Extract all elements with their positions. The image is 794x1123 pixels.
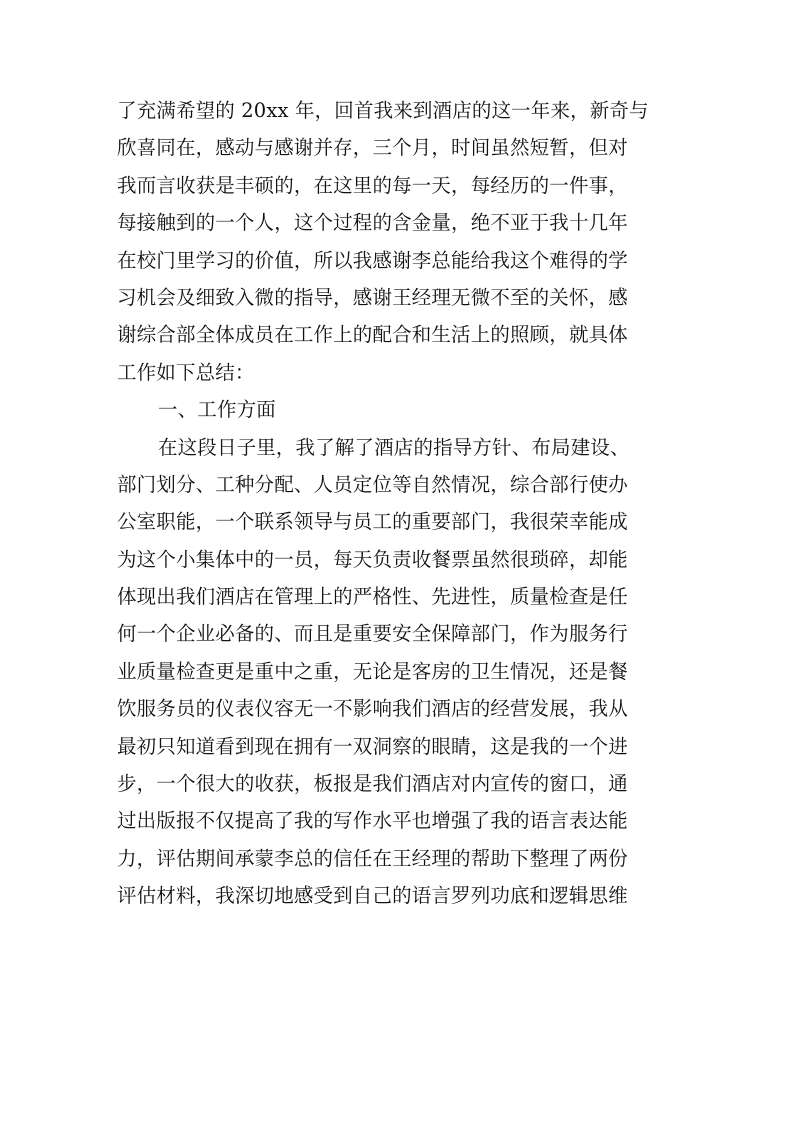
text-line: 业质量检查更是重中之重，无论是客房的卫生情况，还是餐 (117, 659, 628, 683)
text-line: 为这个小集体中的一员，每天负责收餐票虽然很琐碎，却能 (117, 547, 628, 571)
text-line: 力，评估期间承蒙李总的信任在王经理的帮助下整理了两份 (117, 846, 628, 870)
text-line: 我而言收获是丰硕的，在这里的每一天，每经历的一件事， (117, 173, 628, 197)
text-line: 欣喜同在，感动与感谢并存，三个月，时间虽然短暂，但对 (117, 136, 628, 160)
text-line: 部门划分、工种分配、人员定位等自然情况，综合部行使办 (117, 472, 628, 496)
text-line: 公室职能，一个联系领导与员工的重要部门，我很荣幸能成 (117, 510, 628, 534)
text-line: 体现出我们酒店在管理上的严格性、先进性，质量检查是任 (117, 585, 628, 609)
paragraph-start-line: 在这段日子里，我了解了酒店的指导方针、布局建设、 (158, 435, 630, 459)
text-line: 评估材料，我深切地感受到自己的语言罗列功底和逻辑思维 (117, 884, 628, 908)
section-heading: 一、工作方面 (158, 398, 276, 422)
text-line: 最初只知道看到现在拥有一双洞察的眼睛，这是我的一个进 (117, 734, 628, 758)
text-line: 饮服务员的仪表仪容无一不影响我们酒店的经营发展，我从 (117, 697, 628, 721)
text-line: 过出版报不仅提高了我的写作水平也增强了我的语言表达能 (117, 809, 628, 833)
text-line: 步，一个很大的收获，板报是我们酒店对内宣传的窗口，通 (117, 772, 628, 796)
text-line: 每接触到的一个人，这个过程的含金量，绝不亚于我十几年 (117, 211, 628, 235)
text-line: 习机会及细致入微的指导，感谢王经理无微不至的关怀，感 (117, 285, 628, 309)
text-line: 何一个企业必备的、而且是重要安全保障部门，作为服务行 (117, 622, 628, 646)
text-line: 工作如下总结： (117, 360, 255, 384)
text-line: 了充满希望的 20xx 年，回首我来到酒店的这一年来，新奇与 (117, 99, 649, 122)
text-line: 谢综合部全体成员在工作上的配合和生活上的照顾，就具体 (117, 323, 628, 347)
text-line: 在校门里学习的价值，所以我感谢李总能给我这个难得的学 (117, 248, 628, 272)
body-text (117, 92, 687, 915)
